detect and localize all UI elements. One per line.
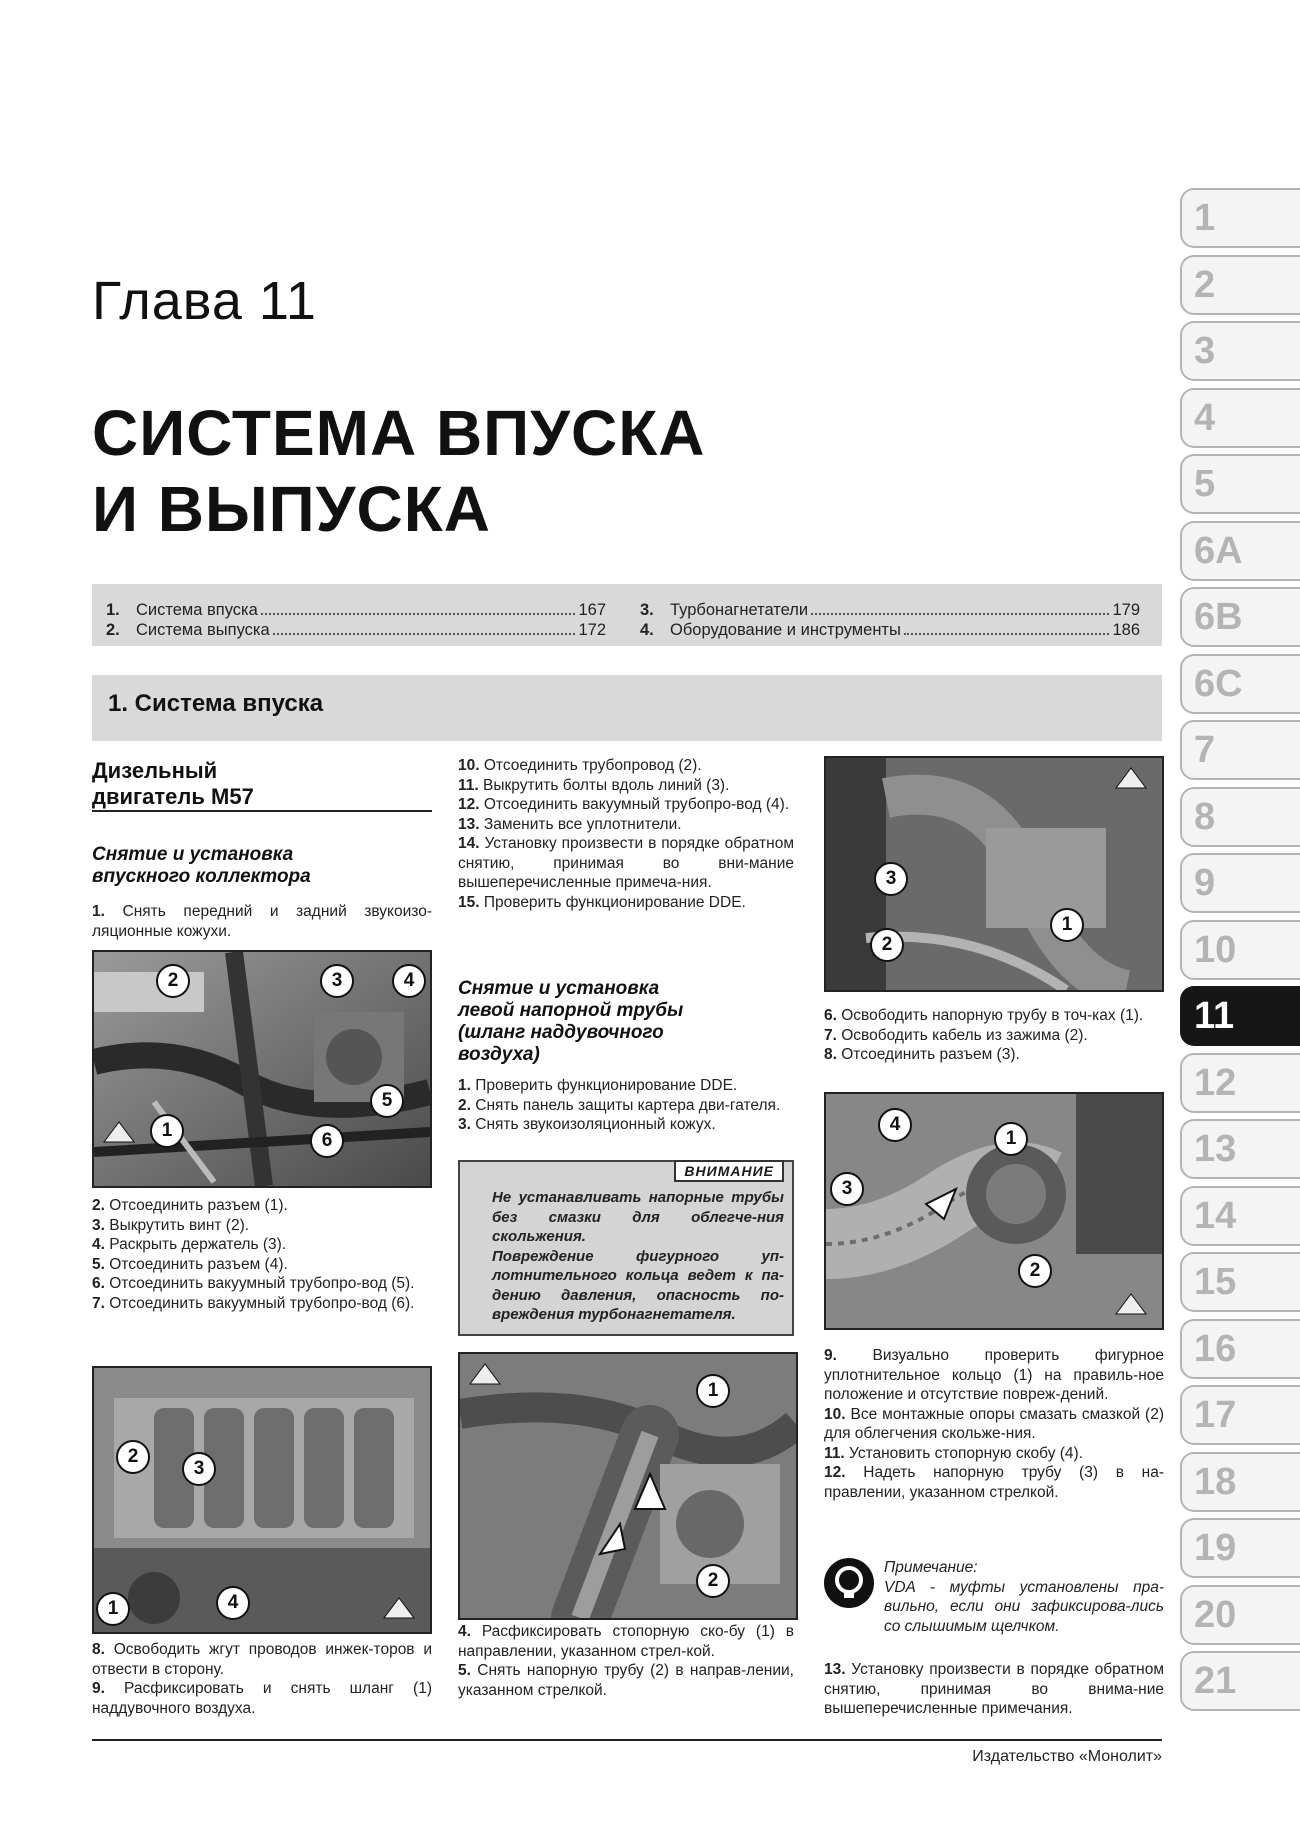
toc-entry-number: 1.: [106, 601, 120, 619]
step-number: 4.: [92, 1236, 105, 1253]
chapter-tab-21[interactable]: 21: [1180, 1651, 1300, 1711]
warning-label: ВНИМАНИЕ: [674, 1160, 784, 1182]
chapter-tab-5[interactable]: 5: [1180, 454, 1300, 514]
step-number: 7.: [92, 1294, 105, 1312]
step-text: Отсоединить разъем (4).: [109, 1255, 288, 1273]
toc-entry-number: 3.: [640, 601, 654, 619]
engine-heading: [92, 758, 432, 810]
step-item: [458, 795, 794, 815]
chapter-tab-7[interactable]: 7: [1180, 720, 1300, 780]
callout-marker: 1: [150, 1114, 184, 1148]
engine-photo: [824, 756, 1164, 992]
callout-marker: 2: [696, 1564, 730, 1598]
callout-marker: 3: [182, 1452, 216, 1486]
step-item: [458, 756, 794, 776]
toc-leader-dots: [273, 620, 576, 635]
step-text: Визуально проверить фигурное уплотнительное кольцо (1) на правиль-ное положение и отсутствие повреж-дений.: [824, 1347, 1164, 1403]
step-item: [92, 1274, 432, 1294]
callout-marker: 1: [96, 1592, 130, 1626]
step-item: [92, 1255, 432, 1275]
chapter-tab-6c[interactable]: 6C: [1180, 654, 1300, 714]
step-list: [92, 902, 432, 941]
chapter-tab-18[interactable]: 18: [1180, 1452, 1300, 1512]
step-text: Выкрутить болты вдоль линий (3).: [483, 776, 730, 794]
step-list: [458, 1622, 794, 1700]
step-number: 6.: [92, 1275, 105, 1292]
step-number: 13.: [458, 815, 480, 833]
chapter-tab-15[interactable]: 15: [1180, 1252, 1300, 1312]
step-item: [458, 1661, 794, 1700]
callout-marker: 6: [310, 1124, 344, 1158]
toc-entry-title: Турбонагнетатели: [670, 601, 809, 619]
step-number: 6.: [824, 1007, 837, 1024]
step-number: 11.: [458, 776, 479, 794]
chapter-title-line-1: СИСТЕМА ВПУСКА: [92, 397, 706, 469]
step-text: Снять напорную трубу (2) в направ-лении, указанном стрелкой.: [458, 1662, 794, 1699]
step-text: Отсоединить разъем (3).: [841, 1046, 1020, 1063]
chapter-tab-12[interactable]: 12: [1180, 1053, 1300, 1113]
procedure-heading-line-4: воздуха): [458, 1044, 540, 1065]
callout-marker: 1: [994, 1122, 1028, 1156]
warning-box: [458, 1160, 794, 1336]
step-number: 12.: [824, 1464, 846, 1481]
step-text: Отсоединить вакуумный трубопро-вод (6).: [109, 1294, 415, 1312]
warning-paragraph: Повреждение фигурного уп-лотнительного кольца ведет к па-дению давления, опасность по-вреждения турбонагнетателя.: [492, 1247, 784, 1323]
step-text: Расфиксировать и снять шланг (1) наддувочного воздуха.: [92, 1680, 432, 1717]
callout-marker: 4: [878, 1108, 912, 1142]
chapter-tab-19[interactable]: 19: [1180, 1518, 1300, 1578]
step-text: Снять звукоизоляционный кожух.: [475, 1116, 716, 1133]
step-number: 3.: [458, 1116, 471, 1133]
toc-entry[interactable]: [640, 620, 1140, 640]
step-item: [458, 834, 794, 893]
step-text: Освободить жгут проводов инжек-торов и отвести в сторону.: [92, 1641, 432, 1678]
chapter-tab-6a[interactable]: 6A: [1180, 521, 1300, 581]
step-item: [458, 1622, 794, 1661]
chapter-tab-6b[interactable]: 6B: [1180, 587, 1300, 647]
step-number: 2.: [92, 1197, 105, 1214]
chapter-label: Глава 11: [92, 271, 317, 331]
step-number: 5.: [458, 1662, 471, 1679]
step-item: [92, 1235, 432, 1255]
note-text: VDA - муфты установлены пра-вильно, если они зафиксирова-лись со слышимым щелчком.: [884, 1578, 1164, 1635]
toc-entry-page: 167: [578, 601, 606, 619]
step-item: [92, 1196, 432, 1216]
chapter-tab-1[interactable]: 1: [1180, 188, 1300, 248]
heading-rule: [92, 810, 432, 812]
chapter-tab-3[interactable]: 3: [1180, 321, 1300, 381]
step-number: 3.: [92, 1216, 105, 1234]
step-number: 5.: [92, 1255, 105, 1273]
step-item: [824, 1006, 1164, 1026]
step-list: [92, 1640, 432, 1718]
chapter-title-line-2: И ВЫПУСКА: [92, 473, 491, 545]
step-list: [458, 756, 794, 912]
step-number: 10.: [458, 757, 480, 774]
step-number: 13.: [824, 1661, 846, 1678]
step-text: Все монтажные опоры смазать смазкой (2) для облегчения скольже-ния.: [824, 1405, 1164, 1442]
note: [884, 1558, 1164, 1636]
step-item: [824, 1346, 1164, 1405]
step-text: Установку произвести в порядке обратном снятию, принимая во вни-мание вышеперечисленные примеча-ния.: [458, 835, 794, 891]
step-item: [458, 893, 794, 913]
callout-marker: 2: [870, 928, 904, 962]
step-text: Раскрыть держатель (3).: [109, 1236, 287, 1253]
procedure-heading-line-2: впускного коллектора: [92, 866, 311, 887]
step-item: [92, 1294, 432, 1314]
callout-marker: 1: [696, 1374, 730, 1408]
step-text: Отсоединить разъем (1).: [109, 1197, 288, 1214]
step-list: [824, 1346, 1164, 1502]
toc-entry-title: Система выпуска: [136, 621, 270, 639]
step-number: 11.: [824, 1444, 845, 1462]
step-text: Выкрутить винт (2).: [109, 1216, 250, 1234]
chapter-tab-14[interactable]: 14: [1180, 1186, 1300, 1246]
chapter-tab-10[interactable]: 10: [1180, 920, 1300, 980]
callout-marker: 3: [874, 862, 908, 896]
step-list: [458, 1076, 794, 1135]
chapter-tab-20[interactable]: 20: [1180, 1585, 1300, 1645]
procedure-heading: [458, 978, 794, 1066]
procedure-heading-line-1: Снятие и установка: [458, 978, 660, 999]
step-number: 1.: [92, 903, 105, 920]
chapter-tab-11[interactable]: 11: [1180, 986, 1300, 1046]
chapter-tab-17[interactable]: 17: [1180, 1385, 1300, 1445]
step-text: Освободить напорную трубу в точ-ках (1).: [841, 1007, 1144, 1024]
callout-marker: 1: [1050, 908, 1084, 942]
footer-rule: [92, 1739, 1162, 1741]
callout-marker: 4: [392, 964, 426, 998]
chapter-tab-13[interactable]: 13: [1180, 1119, 1300, 1179]
step-list: [824, 1660, 1164, 1719]
toc-leader-dots: [261, 600, 576, 615]
toc-entry-number: 2.: [106, 621, 120, 639]
step-text: Освободить кабель из зажима (2).: [841, 1026, 1088, 1044]
step-text: Проверить функционирование DDE.: [475, 1077, 738, 1094]
step-text: Снять панель защиты картера дви-гателя.: [475, 1096, 781, 1114]
step-number: 2.: [458, 1096, 471, 1114]
step-text: Установить стопорную скобу (4).: [849, 1444, 1084, 1462]
step-text: Снять передний и задний звукоизо-ляционные кожухи.: [92, 903, 433, 940]
engine-photo: [824, 1092, 1164, 1330]
step-item: [824, 1660, 1164, 1719]
procedure-heading-line-1: Снятие и установка: [92, 844, 294, 865]
callout-marker: 5: [370, 1084, 404, 1118]
step-text: Отсоединить вакуумный трубопро-вод (5).: [109, 1275, 415, 1292]
step-item: [458, 1076, 794, 1096]
step-text: Отсоединить вакуумный трубопро-вод (4).: [483, 796, 790, 813]
step-text: Заменить все уплотнители.: [483, 815, 682, 833]
step-item: [458, 1096, 794, 1116]
chapter-tab-2[interactable]: 2: [1180, 255, 1300, 315]
step-item: [458, 815, 794, 835]
step-item: [824, 1463, 1164, 1502]
chapter-tab-9[interactable]: 9: [1180, 853, 1300, 913]
step-item: [92, 1640, 432, 1679]
step-number: 14.: [458, 835, 480, 852]
step-item: [458, 1115, 794, 1135]
publisher-name: Издательство «Монолит»: [972, 1748, 1162, 1765]
chapter-tab-8[interactable]: 8: [1180, 787, 1300, 847]
step-text: Надеть напорную трубу (3) в на-правлении, указанном стрелкой.: [824, 1464, 1164, 1501]
toc-entry-title: Оборудование и инструменты: [670, 621, 901, 639]
step-number: 8.: [92, 1641, 105, 1658]
procedure-heading-line-2: левой напорной трубы: [458, 1000, 684, 1021]
step-number: 15.: [458, 893, 480, 911]
step-list: [92, 1196, 432, 1313]
engine-photo: [92, 1366, 432, 1634]
step-number: 12.: [458, 796, 480, 813]
toc-entry[interactable]: [106, 600, 606, 620]
step-number: 4.: [458, 1623, 471, 1640]
callout-marker: 2: [116, 1440, 150, 1474]
step-text: Проверить функционирование DDE.: [483, 893, 746, 911]
step-number: 7.: [824, 1026, 837, 1044]
toc-leader-dots: [904, 620, 1110, 635]
step-text: Установку произвести в порядке обратном снятию, принимая во внима-ние вышеперечисленные примечания.: [824, 1661, 1164, 1717]
toc-entry-title: Система впуска: [136, 601, 258, 619]
toc-entry-page: 172: [578, 621, 606, 639]
callout-marker: 3: [320, 964, 354, 998]
callout-marker: 2: [156, 964, 190, 998]
toc-entry-page: 179: [1112, 601, 1140, 619]
step-number: 10.: [824, 1405, 846, 1423]
toc-entry[interactable]: [640, 600, 1140, 620]
step-number: 1.: [458, 1077, 471, 1094]
engine-photo: [92, 950, 432, 1188]
procedure-heading-line-3: (шланг наддувочного: [458, 1022, 664, 1043]
step-number: 9.: [824, 1347, 837, 1364]
callout-marker: 2: [1018, 1254, 1052, 1288]
step-item: [824, 1045, 1164, 1065]
info-icon: [824, 1558, 874, 1608]
section-title: 1. Система впуска: [108, 690, 324, 717]
step-number: 8.: [824, 1046, 837, 1063]
chapter-title: [92, 395, 705, 547]
chapter-tab-4[interactable]: 4: [1180, 388, 1300, 448]
toc-entry-page: 186: [1112, 621, 1140, 639]
warning-text: [492, 1188, 784, 1325]
note-label: Примечание:: [884, 1559, 978, 1576]
toc-entry[interactable]: [106, 620, 606, 640]
step-text: Отсоединить трубопровод (2).: [483, 757, 702, 774]
step-item: [458, 776, 794, 796]
engine-heading-line-2: двигатель M57: [92, 784, 254, 809]
engine-photo: [458, 1352, 798, 1620]
step-item: [824, 1405, 1164, 1444]
chapter-contents: [92, 584, 1162, 646]
callout-marker: 4: [216, 1586, 250, 1620]
step-list: [824, 1006, 1164, 1065]
step-item: [92, 902, 432, 941]
step-item: [824, 1444, 1164, 1464]
toc-entry-number: 4.: [640, 621, 654, 639]
toc-leader-dots: [811, 600, 1109, 615]
procedure-heading: [92, 844, 432, 888]
step-item: [92, 1679, 432, 1718]
step-text: Расфиксировать стопорную ско-бу (1) в направлении, указанном стрел-кой.: [458, 1623, 794, 1660]
chapter-tab-16[interactable]: 16: [1180, 1319, 1300, 1379]
warning-paragraph: Не устанавливать напорные трубы без смазки для облегче-ния скольжения.: [492, 1189, 784, 1245]
callout-marker: 3: [830, 1172, 864, 1206]
engine-heading-line-1: Дизельный: [92, 758, 218, 783]
step-item: [824, 1026, 1164, 1046]
step-item: [92, 1216, 432, 1236]
step-number: 9.: [92, 1680, 105, 1697]
